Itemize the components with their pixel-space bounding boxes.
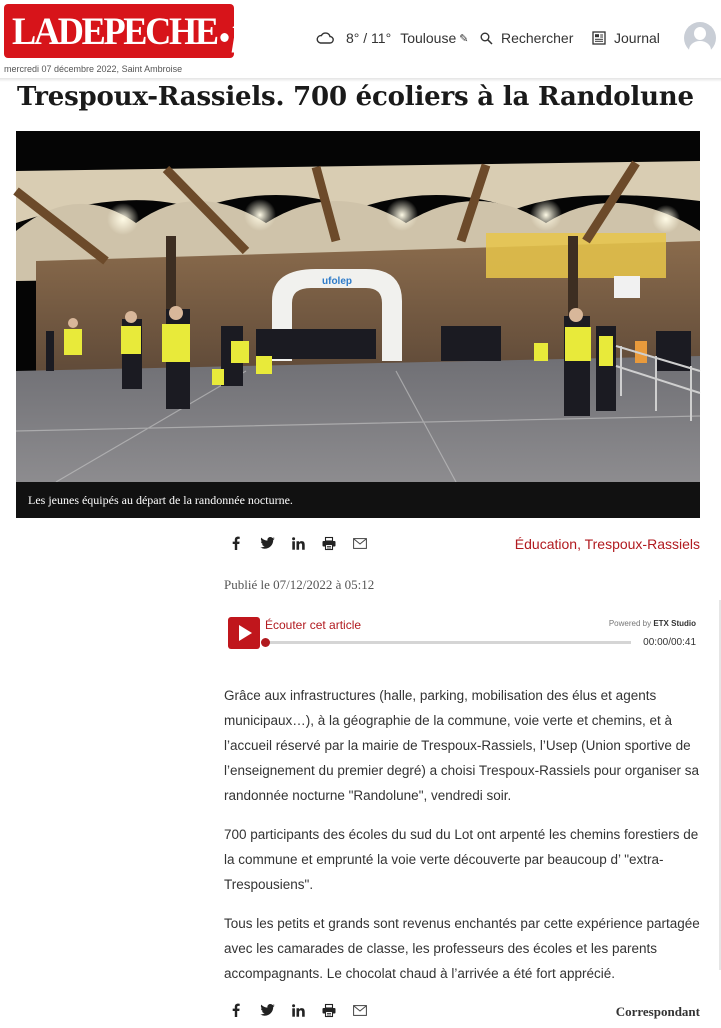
photo-caption: Les jeunes équipés au départ de la randonnée nocturne. bbox=[28, 493, 293, 507]
user-avatar[interactable] bbox=[684, 22, 716, 54]
ceiling-light bbox=[386, 199, 418, 231]
search-label: Rechercher bbox=[501, 30, 574, 46]
logo-text: LADEPECHE fr bbox=[12, 9, 257, 53]
share-bar-bottom bbox=[226, 1001, 381, 1019]
mail-icon[interactable] bbox=[350, 534, 370, 552]
weather-temps: 8° / 11° bbox=[346, 30, 392, 46]
site-header bbox=[0, 0, 721, 78]
weather-city: Toulouse bbox=[400, 30, 457, 46]
play-button[interactable] bbox=[228, 617, 260, 649]
progress-track[interactable] bbox=[265, 641, 631, 644]
article-paragraph: Grâce aux infrastructures (halle, parking, mobilisation des élus et agents municipaux…), à la géographie de la commune, voie verte et chemins, et à l’accueil réservé par la mairie de Trespoux-Rassiels, l’Usep (Union sportive de l’enseignement du premier degré) a choisi Trespoux-Rassiels pour organiser sa randonnée nocturne "Randolune", vendredi soir. bbox=[224, 688, 699, 803]
article-tags: Éducation, Trespoux-Rassiels bbox=[514, 536, 700, 552]
audio-time: 00:00/00:41 bbox=[643, 637, 696, 648]
facebook-icon[interactable] bbox=[226, 534, 246, 552]
linkedin-icon[interactable] bbox=[288, 534, 308, 552]
date-line: mercredi 07 décembre 2022, Saint Ambroise bbox=[4, 64, 183, 74]
arch-logo: ufolep bbox=[322, 276, 352, 287]
listen-label[interactable]: Écouter cet article bbox=[265, 618, 362, 632]
print-icon[interactable] bbox=[319, 1001, 339, 1019]
weather-widget[interactable] bbox=[316, 30, 468, 46]
article-photo[interactable] bbox=[16, 131, 700, 518]
provider-name: ETX Studio bbox=[653, 619, 696, 628]
basketball-hoop bbox=[614, 276, 640, 298]
print-icon[interactable] bbox=[319, 534, 339, 552]
ceiling-light bbox=[107, 203, 139, 235]
article-author: Correspondant bbox=[615, 1004, 700, 1019]
search-button[interactable] bbox=[480, 30, 573, 46]
article-paragraph: 700 participants des écoles du sud du Lot ont arpenté les chemins forestiers de la commune et emprunté la voie verte découverte par beaucoup d’ "extra-Trespousiens". bbox=[224, 827, 699, 892]
share-bar-top bbox=[226, 534, 381, 552]
play-icon bbox=[239, 625, 252, 641]
progress-knob[interactable] bbox=[261, 638, 270, 647]
publish-date: Publié le 07/12/2022 à 05:12 bbox=[224, 577, 375, 592]
search-icon bbox=[480, 32, 493, 45]
audio-player bbox=[224, 604, 700, 660]
ceiling-light bbox=[530, 199, 562, 231]
linkedin-icon[interactable] bbox=[288, 1001, 308, 1019]
article-title: Trespoux-Rassiels. 700 écoliers à la Randolune bbox=[17, 82, 694, 112]
tag-trespoux-rassiels[interactable]: Trespoux-Rassiels bbox=[584, 536, 700, 552]
newspaper-icon bbox=[592, 31, 606, 45]
mail-icon[interactable] bbox=[350, 1001, 370, 1019]
facebook-icon[interactable] bbox=[226, 1001, 246, 1019]
article-body bbox=[224, 683, 702, 1000]
ceiling-light bbox=[244, 199, 276, 231]
article-paragraph: Tous les petits et grands sont revenus enchantés par cette expérience partagée avec les camarades de classe, les professeurs des écoles et les parents accompagnants. Le chocolat chaud à l’arrivée a été fort apprécié. bbox=[224, 916, 700, 981]
cloud-icon bbox=[316, 32, 334, 44]
caption-bar bbox=[16, 482, 700, 518]
journal-button[interactable] bbox=[592, 30, 660, 46]
twitter-icon[interactable] bbox=[257, 1001, 277, 1019]
journal-label: Journal bbox=[614, 30, 660, 46]
ceiling-light bbox=[652, 205, 680, 233]
powered-by: Powered by ETX Studio bbox=[608, 619, 696, 628]
twitter-icon[interactable] bbox=[257, 534, 277, 552]
edit-pencil-icon[interactable]: ✎ bbox=[459, 32, 469, 45]
avatar-head-shape bbox=[694, 27, 706, 40]
avatar-body-shape bbox=[689, 41, 711, 59]
site-logo[interactable] bbox=[4, 4, 257, 58]
tag-education[interactable]: Éducation bbox=[514, 536, 578, 552]
photo-scene bbox=[16, 131, 700, 482]
